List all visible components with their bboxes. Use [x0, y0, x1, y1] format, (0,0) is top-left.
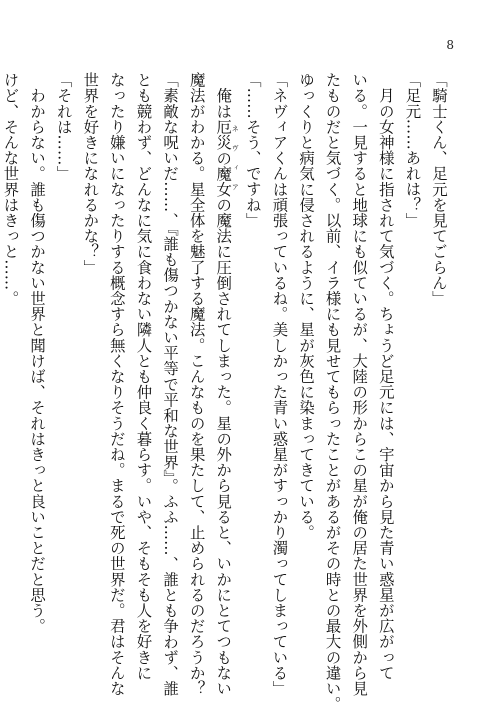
ruby-reading: ネヴィア [231, 118, 240, 197]
text-line: いる。一見すると地球にも似ているが、大陸の形からこの星が俺の居た世界を外側から見 [350, 72, 369, 696]
text-line: 「素敵な呪いだ……、『誰も傷つかない平等で平和な世界』。ふふ……、誰とも争わず、誰 [161, 72, 180, 697]
text-line: わからない。誰も傷つかない世界と聞けば、それはきっと良いことだと思う。 [28, 72, 47, 634]
text-line: 「……そう、ですね」 [243, 72, 262, 228]
page-number: 8 [446, 38, 454, 52]
ruby-base: 厄災の魔女 [214, 118, 233, 197]
text-line: ゆっくりと病気に侵されるように、星が灰色に染まってきている。 [297, 72, 316, 540]
ruby-line-before: 俺は [214, 72, 233, 119]
text-line: たものだと気づく。以前、イラ様にも見せてもらったことがあるがその時との最大の違い。 [323, 72, 342, 712]
text-line-with-ruby [210, 72, 240, 697]
text-line: 「ネヴィアくんは頑張っているね。美しかった青い惑星がすっかり濁ってしまっている」 [270, 72, 289, 696]
ruby-annotation [214, 118, 240, 197]
text-line: けど、そんな世界はきっと……。 [1, 72, 20, 306]
text-line: なったり嫌いになったりする概念すら無くなりそうだね。まるで死の世界だ。君はそんな [107, 72, 126, 696]
text-line: 「足元……あれは？」 [403, 72, 422, 228]
ruby-line-after: の魔法に圧倒されてしまった。星の外から見ると、いかにとてつもない [214, 196, 233, 697]
text-line: 魔法がわかる。星全体を魅了する魔法。こんなものを果たして、止められるのだろうか？ [187, 72, 206, 696]
body-text [1, 72, 452, 712]
text-line: 月の女神様に指されて気づく。ちょうど足元には、宇宙から見た青い惑星が広がって [376, 72, 395, 681]
text-line: 「それは……」 [54, 72, 73, 182]
text-line: 世界を好きになれるかな？」 [81, 72, 100, 275]
text-line: 「騎士くん、足元を見てごらん」 [430, 72, 448, 306]
text-line: とも競わず、どんなに気に食わない隣人とも仲良く暮らす。いや、そもそも人を好きに [134, 72, 153, 681]
